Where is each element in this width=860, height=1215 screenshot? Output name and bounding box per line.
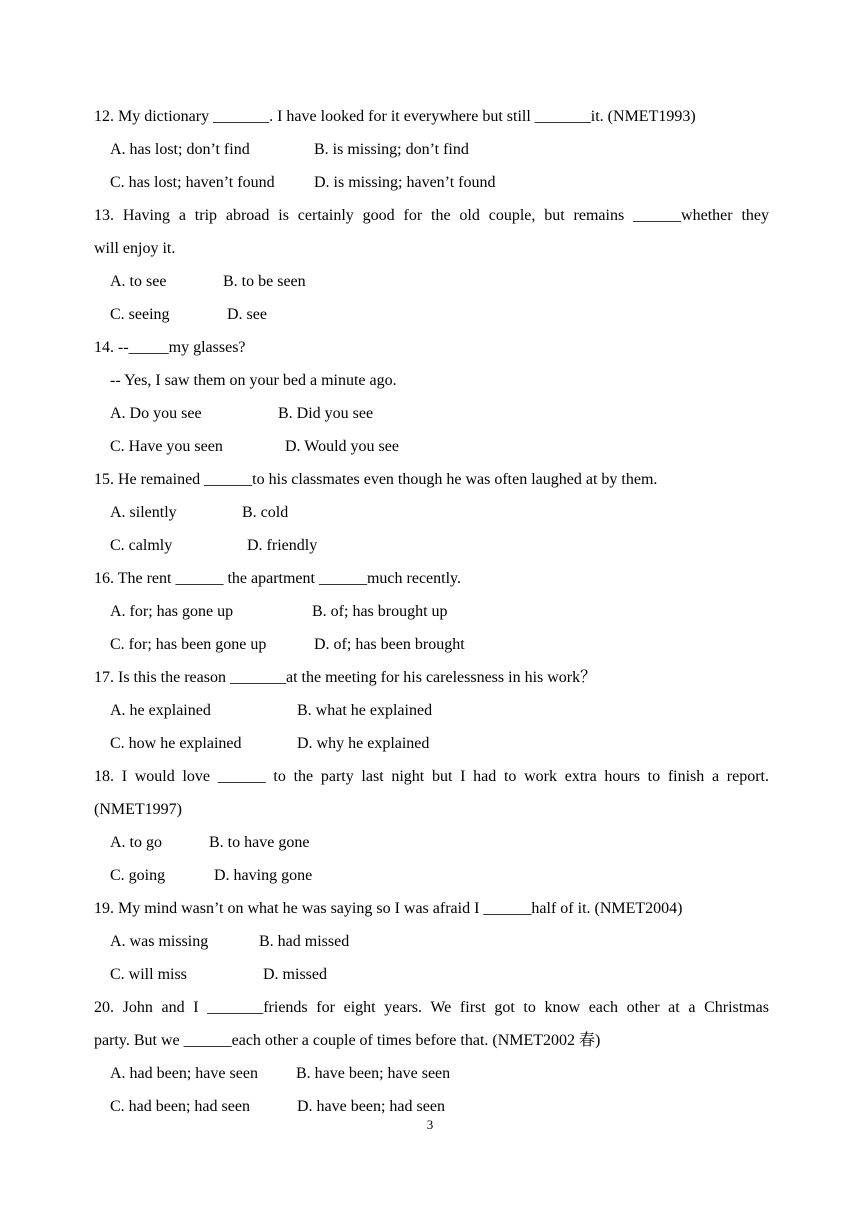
option-b: B. to have gone [209,834,310,851]
option-a: A. he explained [110,702,211,719]
page-number: 3 [426,1117,434,1132]
option-b: B. is missing; don’t find [314,141,469,158]
option-d: D. see [227,306,267,323]
option-a: A. was missing [110,933,209,950]
option-a: A. Do you see [110,405,202,422]
option-c: C. for; has been gone up [110,636,267,653]
question-12-options-row-2 [94,166,769,199]
question-13-text-line-1: 13. Having a trip abroad is certainly good for the old couple, but remains ______whether they [94,207,769,224]
question-13-text-line-2: will enjoy it. [94,240,176,257]
option-d: D. of; has been brought [314,636,465,653]
option-c: C. seeing [110,306,170,323]
question-17-text: 17. Is this the reason _______at the meeting for his carelessness in his work？ [94,669,597,686]
option-a: A. to see [110,273,167,290]
option-b: B. had missed [259,933,350,950]
option-d: D. why he explained [297,735,430,752]
option-a: A. has lost; don’t find [110,141,250,158]
question-12-text: 12. My dictionary _______. I have looked for it everywhere but still _______it. (NMET1993) [94,108,696,125]
option-a: A. had been; have seen [110,1065,258,1082]
question-16-options-row-2 [94,628,769,661]
question-12-options-row-1 [94,133,769,166]
question-18-options-row-1 [94,826,769,859]
question-13-options-row-1 [94,265,769,298]
question-19-text: 19. My mind wasn’t on what he was saying so I was afraid I ______half of it. (NMET2004) [94,900,683,917]
option-c: C. calmly [110,537,173,554]
question-14-text: 14. --_____my glasses? [94,339,246,356]
option-d: D. have been; had seen [297,1098,445,1115]
question-list [94,100,769,1123]
option-d: D. missed [263,966,327,983]
question-15-options-row-2 [94,529,769,562]
option-d: D. having gone [214,867,313,884]
option-b: B. to be seen [223,273,306,290]
question-15-options-row-1 [94,496,769,529]
option-d: D. is missing; haven’t found [314,174,496,191]
question-17-options-row-1 [94,694,769,727]
option-b: B. of; has brought up [312,603,448,620]
option-b: B. Did you see [278,405,374,422]
question-19-options-row-2 [94,958,769,991]
option-c: C. going [110,867,166,884]
question-15-text: 15. He remained ______to his classmates even though he was often laughed at by them. [94,471,658,488]
option-b: B. cold [242,504,289,521]
option-c: C. Have you seen [110,438,223,455]
question-14-reply: -- Yes, I saw them on your bed a minute ago. [110,372,397,389]
option-c: C. has lost; haven’t found [110,174,275,191]
option-a: A. for; has gone up [110,603,234,620]
question-18-text-line-2: (NMET1997) [94,801,182,818]
option-b: B. what he explained [297,702,433,719]
option-a: A. to go [110,834,162,851]
question-18-text-line-1: 18. I would love ______ to the party last night but I had to work extra hours to finish a report. [94,768,769,785]
question-16-text: 16. The rent ______ the apartment ______much recently. [94,570,462,587]
question-16-options-row-1 [94,595,769,628]
question-17-options-row-2 [94,727,769,760]
question-20-text-line-1: 20. John and I _______friends for eight years. We first got to know each other at a Christmas [94,999,769,1016]
question-20-text-line-2: party. But we ______each other a couple of times before that. (NMET2002 春) [94,1032,601,1049]
option-a: A. silently [110,504,177,521]
question-13-options-row-2 [94,298,769,331]
option-c: C. had been; had seen [110,1098,250,1115]
question-14-options-row-1 [94,397,769,430]
option-c: C. will miss [110,966,187,983]
question-20-options-row-1 [94,1057,769,1090]
option-b: B. have been; have seen [296,1065,451,1082]
question-19-options-row-1 [94,925,769,958]
question-14-options-row-2 [94,430,769,463]
option-d: D. friendly [247,537,318,554]
option-c: C. how he explained [110,735,242,752]
option-d: D. Would you see [285,438,399,455]
question-18-options-row-2 [94,859,769,892]
